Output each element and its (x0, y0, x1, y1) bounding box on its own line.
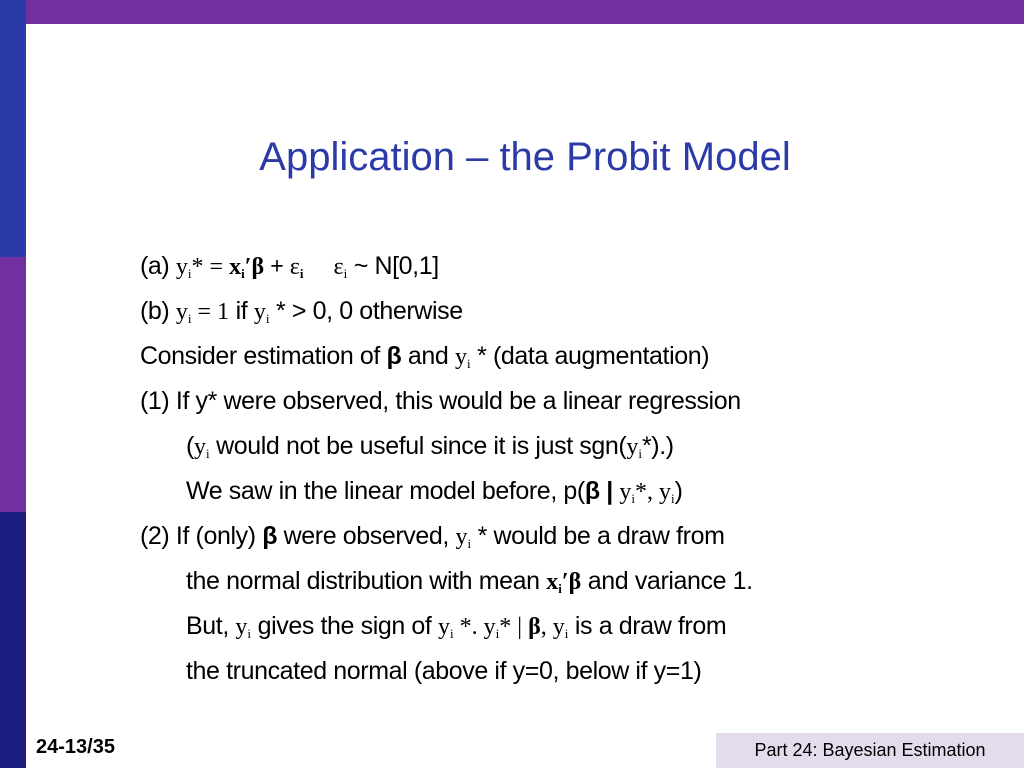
var-beta: β (386, 342, 402, 370)
side-bar-purple (0, 257, 26, 512)
text-line-truncated (140, 649, 900, 694)
sub-i: i (631, 491, 636, 506)
text: ( (186, 432, 194, 460)
text-line-sgn (140, 424, 900, 469)
var-beta: β (584, 477, 600, 505)
var-y: y (193, 434, 206, 460)
text-line-consider (140, 334, 900, 379)
text: ) (674, 477, 683, 505)
sub-i: i (467, 536, 472, 551)
var-y: y (175, 299, 188, 325)
page-number: 24-13/35 (36, 736, 115, 758)
text: * | (499, 614, 529, 640)
text-line-posterior (140, 469, 900, 514)
slide-title: Application – the Probit Model (259, 135, 791, 179)
text: But, (186, 612, 236, 640)
side-bar-blue (0, 0, 26, 257)
var-y: y (619, 479, 632, 505)
var-y: y (659, 479, 672, 505)
equation-a (140, 244, 900, 289)
if-text: if (229, 297, 254, 325)
text: the normal distribution with mean (186, 567, 547, 595)
var-y: y (454, 344, 467, 370)
text-line-normal (140, 559, 900, 604)
sub-i: i (671, 491, 675, 506)
sub-i: i (299, 266, 304, 281)
sub-i: i (241, 266, 245, 281)
var-x: x (229, 254, 242, 280)
text: and variance 1. (581, 567, 753, 595)
text: the truncated normal (above if y=0, below if y=1) (186, 657, 702, 685)
beta-term: ′β (561, 569, 582, 595)
var-y: y (455, 524, 468, 550)
var-y: y (438, 614, 451, 640)
footer-label: Part 24: Bayesian Estimation (716, 733, 1024, 768)
text-line-2 (140, 514, 900, 559)
sub-i: i (564, 626, 569, 641)
equation-b (140, 289, 900, 334)
sub-i: i (450, 626, 454, 641)
sub-i: i (638, 446, 642, 461)
sub-i: i (247, 626, 252, 641)
sub-i: i (265, 311, 270, 326)
text: Consider estimation of (140, 342, 387, 370)
condition-text: * > 0, 0 otherwise (269, 297, 463, 325)
var-y: y (235, 614, 248, 640)
distribution-text: ~ N[0,1] (347, 252, 439, 280)
text: (2) If (only) (140, 522, 263, 550)
sub-i: i (558, 581, 562, 596)
label-b: (b) (140, 297, 176, 325)
text: *. (453, 614, 484, 640)
text: *, (635, 479, 660, 505)
sub-i: i (187, 266, 192, 281)
var-y: y (483, 614, 496, 640)
equals-one: = 1 (191, 299, 230, 325)
text: * would be a draw from (471, 522, 725, 550)
var-x: x (546, 569, 559, 595)
sub-i: i (205, 446, 210, 461)
sub-i: i (187, 311, 192, 326)
text: (1) If y* were observed, this would be a linear regression (140, 387, 741, 415)
slide-body (140, 244, 900, 694)
text: We saw in the linear model before, p( (186, 477, 585, 505)
given-bar: | (599, 477, 620, 505)
text: gives the sign of (251, 612, 439, 640)
var-y: y (552, 614, 565, 640)
var-y: y (253, 299, 266, 325)
label-a: (a) (140, 252, 176, 280)
star-equals: * = (191, 254, 230, 280)
side-bar-navy (0, 512, 26, 768)
var-epsilon: ε (289, 254, 300, 280)
sub-i: i (343, 266, 348, 281)
text: , (540, 614, 553, 640)
top-accent-bar (0, 0, 1024, 24)
text: *).) (641, 432, 674, 460)
text: and (401, 342, 455, 370)
var-beta: β (262, 522, 278, 550)
var-epsilon: ε (333, 254, 344, 280)
text-line-1 (140, 379, 900, 424)
text: is a draw from (568, 612, 727, 640)
text: would not be useful since it is just sgn( (209, 432, 627, 460)
sub-i: i (495, 626, 500, 641)
text: were observed, (277, 522, 456, 550)
var-beta: β (528, 614, 541, 640)
var-y: y (626, 434, 639, 460)
sub-i: i (466, 356, 471, 371)
var-y: y (175, 254, 188, 280)
text-line-sign (140, 604, 900, 649)
text: * (data augmentation) (470, 342, 710, 370)
beta-term: ′β + (244, 254, 290, 280)
